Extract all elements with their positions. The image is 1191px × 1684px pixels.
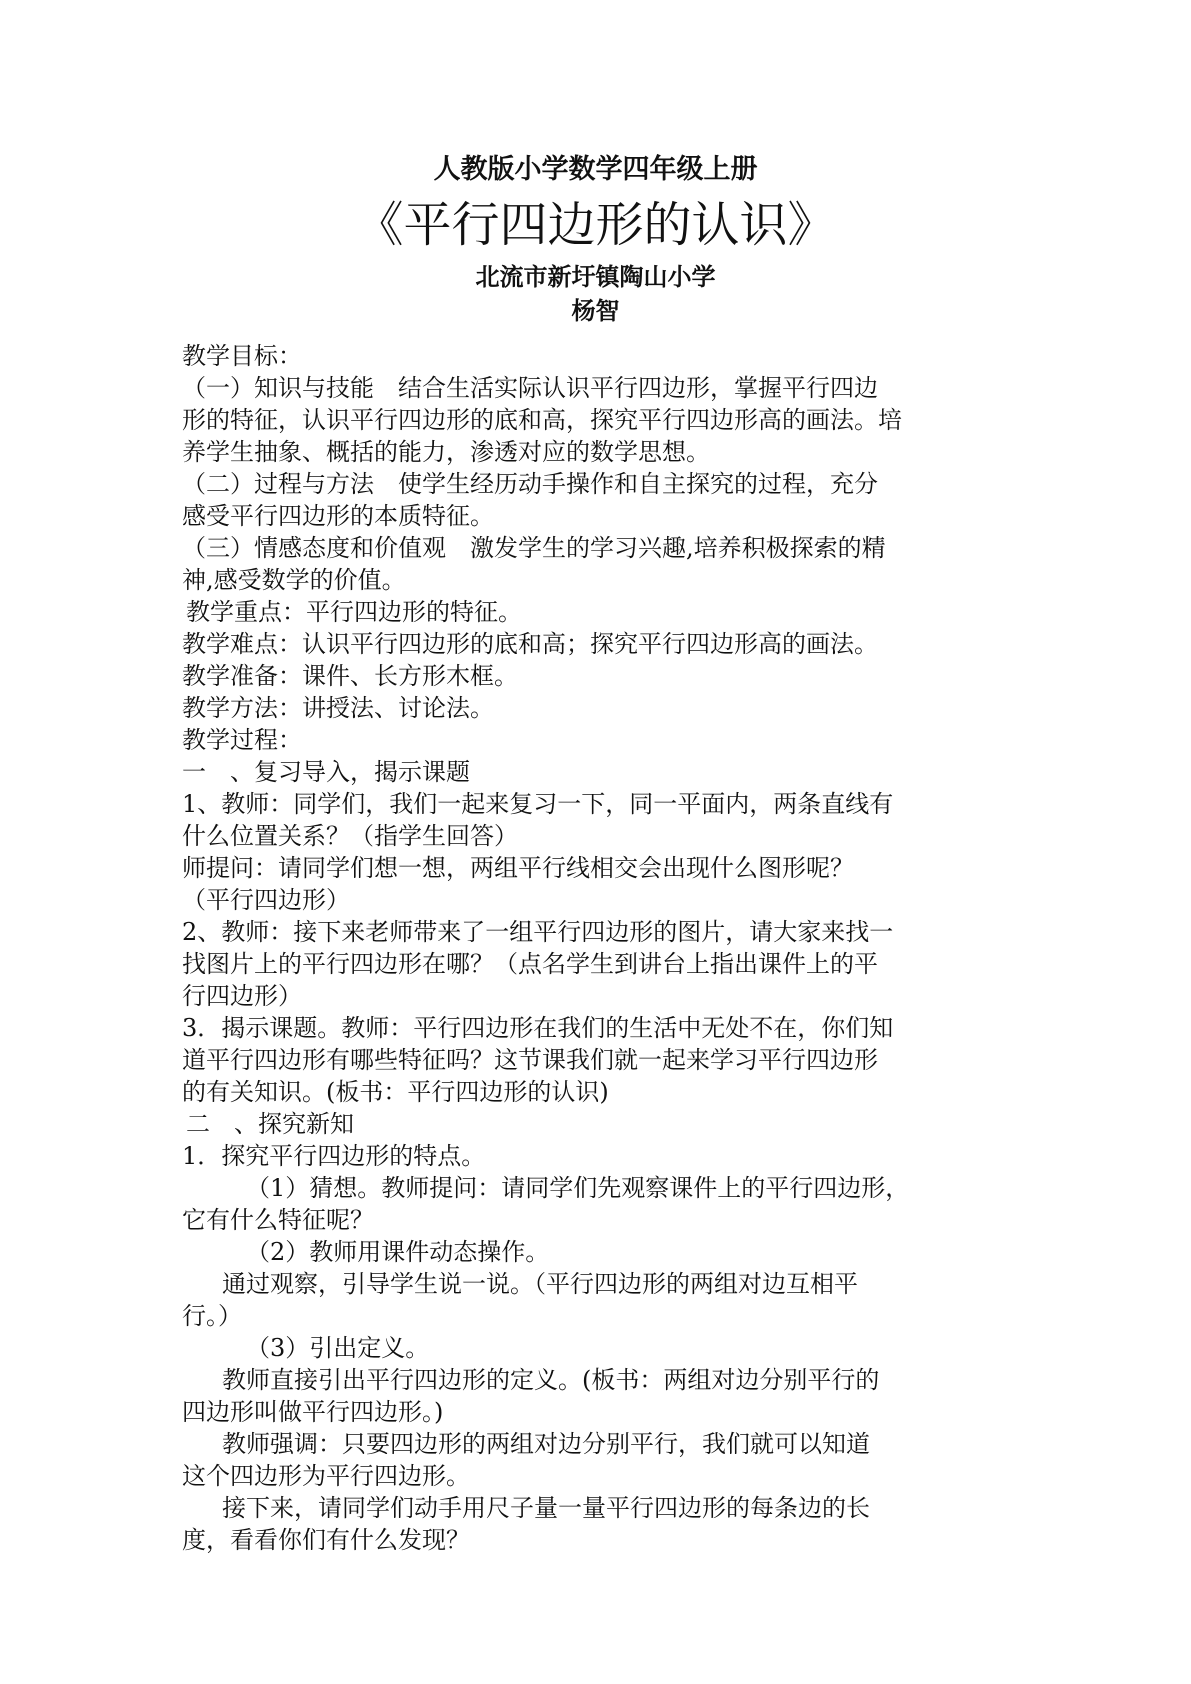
- text-line: 感受平行四边形的本质特征。: [182, 502, 494, 530]
- text-line: 神,感受数学的价值。: [182, 566, 406, 594]
- text-line: 1．探究平行四边形的特点。: [182, 1142, 486, 1170]
- text-line: 的有关知识。(板书：平行四边形的认识): [182, 1078, 609, 1106]
- text-line: 教师强调：只要四边形的两组对边分别平行，我们就可以知道: [222, 1430, 870, 1458]
- series-title: 人教版小学数学四年级上册: [433, 154, 758, 185]
- text-line: 这个四边形为平行四边形。: [182, 1462, 470, 1490]
- text-line: 教学过程：: [182, 726, 302, 754]
- text-line: 形的特征，认识平行四边形的底和高，探究平行四边形高的画法。培: [182, 406, 902, 434]
- document-header: [0, 150, 1191, 328]
- text-line: 接下来，请同学们动手用尺子量一量平行四边形的每条边的长: [222, 1494, 870, 1522]
- text-line: （1）猜想。教师提问：请同学们先观察课件上的平行四边形，: [246, 1174, 910, 1202]
- author-name: 杨智: [571, 297, 620, 325]
- text-line: （2）教师用课件动态操作。: [246, 1238, 550, 1266]
- text-line: 养学生抽象、概括的能力，渗透对应的数学思想。: [182, 438, 710, 466]
- text-line: 教学方法：讲授法、讨论法。: [182, 694, 494, 722]
- text-line: 四边形叫做平行四边形。): [182, 1398, 444, 1426]
- text-line: 行四边形）: [182, 982, 302, 1010]
- lesson-body: [182, 340, 1012, 1556]
- text-line: 教师直接引出平行四边形的定义。(板书：两组对边分别平行的: [222, 1366, 880, 1394]
- text-line: （一）知识与技能 结合生活实际认识平行四边形，掌握平行四边: [182, 374, 878, 402]
- text-line: （3）引出定义。: [246, 1334, 430, 1362]
- text-line: 行。）: [182, 1302, 242, 1330]
- text-line: 教学难点：认识平行四边形的底和高；探究平行四边形高的画法。: [182, 630, 878, 658]
- text-line: （三）情感态度和价值观 激发学生的学习兴趣,培养积极探索的精: [182, 534, 886, 562]
- text-line: 它有什么特征呢？: [182, 1206, 374, 1234]
- text-line: （平行四边形）: [182, 886, 350, 914]
- text-line: 找图片上的平行四边形在哪？（点名学生到讲台上指出课件上的平: [182, 950, 878, 978]
- section-heading: 一 、复习导入，揭示课题: [182, 758, 470, 786]
- text-line: 2、教师：接下来老师带来了一组平行四边形的图片，请大家来找一: [182, 918, 894, 946]
- text-line: 1、教师：同学们，我们一起来复习一下，同一平面内，两条直线有: [182, 790, 894, 818]
- text-line: 通过观察，引导学生说一说。（平行四边形的两组对边互相平: [222, 1270, 858, 1298]
- text-line: 3．揭示课题。教师：平行四边形在我们的生活中无处不在，你们知: [182, 1014, 894, 1042]
- text-line: 道平行四边形有哪些特征吗？这节课我们就一起来学习平行四边形: [182, 1046, 878, 1074]
- lesson-title: 《平行四边形的认识》: [355, 197, 836, 253]
- text-line: 度，看看你们有什么发现？: [182, 1526, 470, 1554]
- text-line: 教学重点：平行四边形的特征。: [186, 598, 522, 626]
- text-line: 什么位置关系？（指学生回答）: [182, 822, 518, 850]
- text-line: （二）过程与方法 使学生经历动手操作和自主探究的过程，充分: [182, 470, 878, 498]
- text-line: 教学目标：: [182, 342, 302, 370]
- school-name: 北流市新圩镇陶山小学: [475, 263, 716, 291]
- section-heading: 二 、探究新知: [186, 1110, 354, 1138]
- text-line: 教学准备：课件、长方形木框。: [182, 662, 518, 690]
- text-line: 师提问：请同学们想一想，两组平行线相交会出现什么图形呢？: [182, 854, 854, 882]
